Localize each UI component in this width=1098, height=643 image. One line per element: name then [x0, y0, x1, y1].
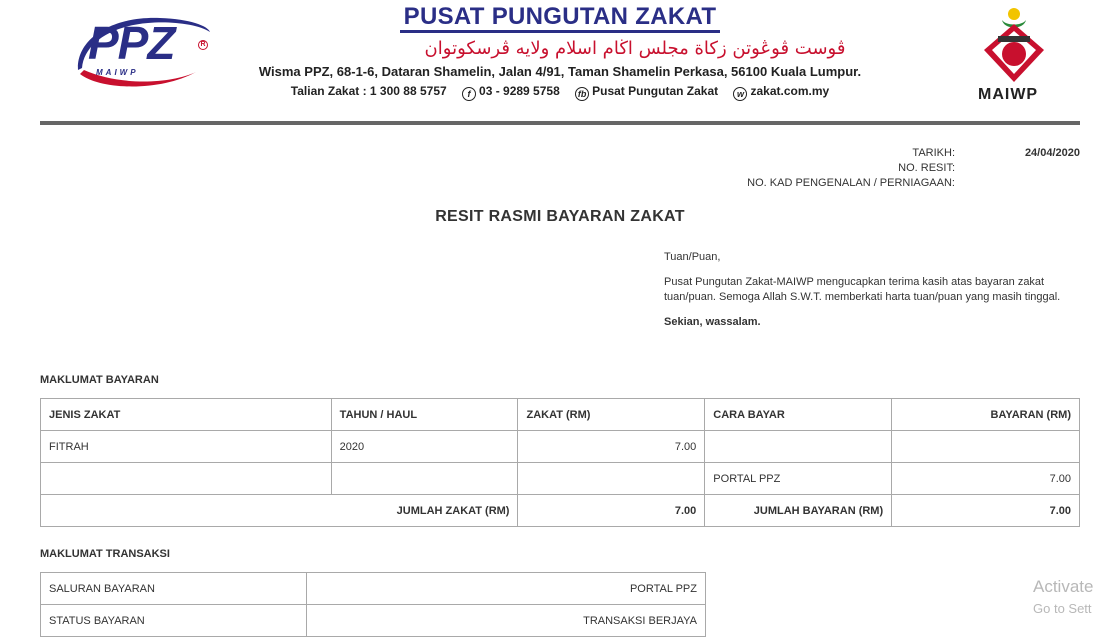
table-cell [41, 463, 332, 495]
receipt-no-value [960, 161, 1080, 176]
date-value: 24/04/2020 [1024, 147, 1080, 159]
hotline: Talian Zakat : 1 300 88 5757 [290, 84, 447, 98]
maiwp-logo [972, 6, 1056, 106]
table-row [41, 463, 1080, 495]
registered-icon: R [198, 40, 208, 50]
letter-salutation: Tuan/Puan, [664, 251, 721, 263]
total-zakat-value: 7.00 [518, 495, 705, 527]
table-cell: 2020 [331, 431, 518, 463]
table-cell [331, 463, 518, 495]
table-cell [518, 463, 705, 495]
facebook-icon: fb [575, 87, 589, 101]
page-header [0, 0, 1098, 122]
table-header-row [41, 399, 1080, 431]
header-cell: ZAKAT (RM) [518, 399, 705, 431]
org-address: Wisma PPZ, 68-1-6, Dataran Shamelin, Jalan 4/91, Taman Shamelin Perkasa, 56100 Kuala Lumpur. [258, 64, 862, 79]
header-cell: JENIS ZAKAT [41, 399, 332, 431]
transaction-section-title: MAKLUMAT TRANSAKSI [40, 548, 170, 560]
total-bayaran-value: 7.00 [892, 495, 1080, 527]
facebook-contact: fb Pusat Pungutan Zakat [575, 84, 718, 98]
payment-section-title: MAKLUMAT BAYARAN [40, 374, 159, 386]
header-cell: BAYARAN (RM) [892, 399, 1080, 431]
letter-closing: Sekian, wassalam. [664, 316, 761, 328]
activation-watermark: Activate [1033, 577, 1094, 596]
website-contact: w zakat.com.my [733, 84, 829, 98]
table-row [41, 573, 706, 605]
fax-contact: f 03 - 9289 5758 [462, 84, 560, 98]
table-cell [705, 431, 892, 463]
org-name-jawi: ڤوست ڤوڠوتن زكاة مجلس اڬام اسلام ولايه ڤرسكوتوان [424, 38, 846, 59]
activation-watermark-sub: Go to Sett [1033, 601, 1092, 616]
table-cell: FITRAH [41, 431, 332, 463]
id-no-value [960, 176, 1080, 191]
maiwp-crest-icon [972, 6, 1056, 86]
date-label: TARIKH: [912, 147, 955, 159]
ppz-logo-sub: MAIWP [96, 68, 139, 77]
header-divider [40, 121, 1080, 125]
table-row [41, 431, 1080, 463]
table-cell [892, 431, 1080, 463]
id-no-label: NO. KAD PENGENALAN / PERNIAGAAN: [747, 177, 955, 189]
contact-line [250, 84, 870, 101]
thank-you-letter [664, 250, 1084, 340]
maiwp-logo-text: MAIWP [978, 86, 1039, 103]
transaction-value: PORTAL PPZ [306, 573, 705, 605]
table-cell: PORTAL PPZ [705, 463, 892, 495]
table-row [41, 605, 706, 637]
table-cell: 7.00 [892, 463, 1080, 495]
ppz-logo [70, 10, 220, 92]
receipt-meta-values [960, 146, 1080, 191]
table-cell: 7.00 [518, 431, 705, 463]
ppz-logo-text: PPZ [88, 17, 175, 69]
letter-body: Pusat Pungutan Zakat-MAIWP mengucapkan terima kasih atas bayaran zakat tuan/puan. Semoga Allah S.W.T. memberkati harta tuan/puan yang masih tinggal. [664, 276, 1061, 303]
total-bayaran-label: JUMLAH BAYARAN (RM) [705, 495, 892, 527]
total-zakat-label: JUMLAH ZAKAT (RM) [41, 495, 518, 527]
receipt-no-label: NO. RESIT: [898, 162, 955, 174]
website-icon: w [733, 87, 747, 101]
receipt-title: RESIT RASMI BAYARAN ZAKAT [435, 208, 685, 225]
org-name: PUSAT PUNGUTAN ZAKAT [400, 4, 721, 33]
transaction-table [40, 572, 706, 637]
payment-table [40, 398, 1080, 527]
transaction-value: TRANSAKSI BERJAYA [306, 605, 705, 637]
receipt-meta-labels [700, 146, 955, 191]
transaction-label: SALURAN BAYARAN [41, 573, 307, 605]
header-cell: TAHUN / HAUL [331, 399, 518, 431]
fax-icon: f [462, 87, 476, 101]
header-cell: CARA BAYAR [705, 399, 892, 431]
table-total-row [41, 495, 1080, 527]
org-header [250, 4, 870, 101]
transaction-label: STATUS BAYARAN [41, 605, 307, 637]
